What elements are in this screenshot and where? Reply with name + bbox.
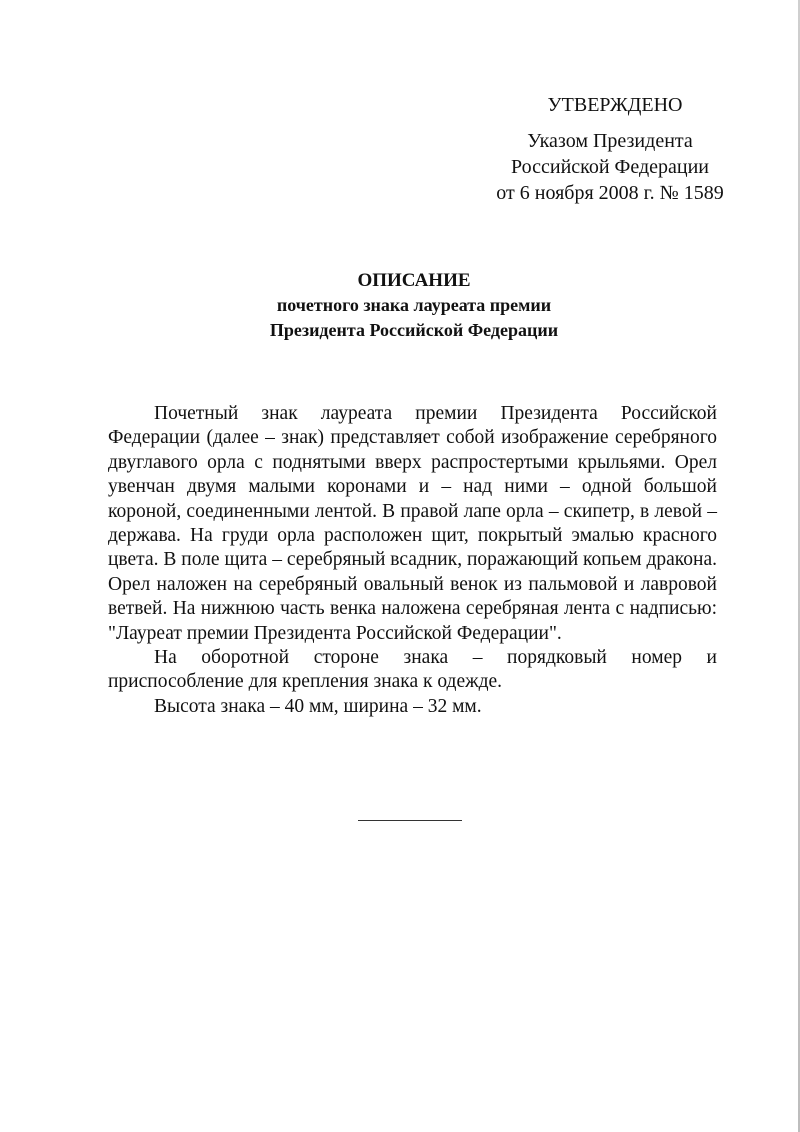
end-separator-line [358, 820, 462, 821]
approved-heading: УТВЕРЖДЕНО [547, 94, 683, 116]
title-main: ОПИСАНИЕ [357, 270, 471, 291]
document-title [200, 268, 628, 343]
approval-stamp [480, 92, 740, 206]
approval-decree-line: Указом Президента [527, 130, 693, 152]
body-paragraph-description: Почетный знак лауреата премии Президента Российской Федерации (далее – знак) представляет собой изображение серебряного двуглавого орла с поднятыми вверх распростертыми крыльями. Орел увенчан двумя малыми коронами и – над ними – одной большой короной, соединенными лентой. В правой лапе орла – скипетр, в левой – держава. На груди орла расположен щит, покрытый эмалью красного цвета. В поле щита – серебряный всадник, поражающий копьем дракона. Орел наложен на серебряный овальный венок из пальмовой и лавровой ветвей. На нижнюю часть венка наложена серебряная лента с надписью: "Лауреат премии Президента Российской Федерации". [108, 403, 717, 644]
approval-authority-line: Российской Федерации [510, 156, 710, 178]
document-body [108, 402, 717, 719]
approval-date-number-line: от 6 ноября 2008 г. № 1589 [496, 182, 724, 204]
body-paragraph-dimensions: Высота знака – 40 мм, ширина – 32 мм. [154, 695, 482, 717]
title-subtitle-line2: Президента Российской Федерации [269, 320, 559, 340]
title-subtitle-line1: почетного знака лауреата премии [276, 295, 552, 315]
body-paragraph-reverse-side: На оборотной стороне знака – порядковый номер и приспособление для крепления знака к одежде. [108, 647, 717, 693]
